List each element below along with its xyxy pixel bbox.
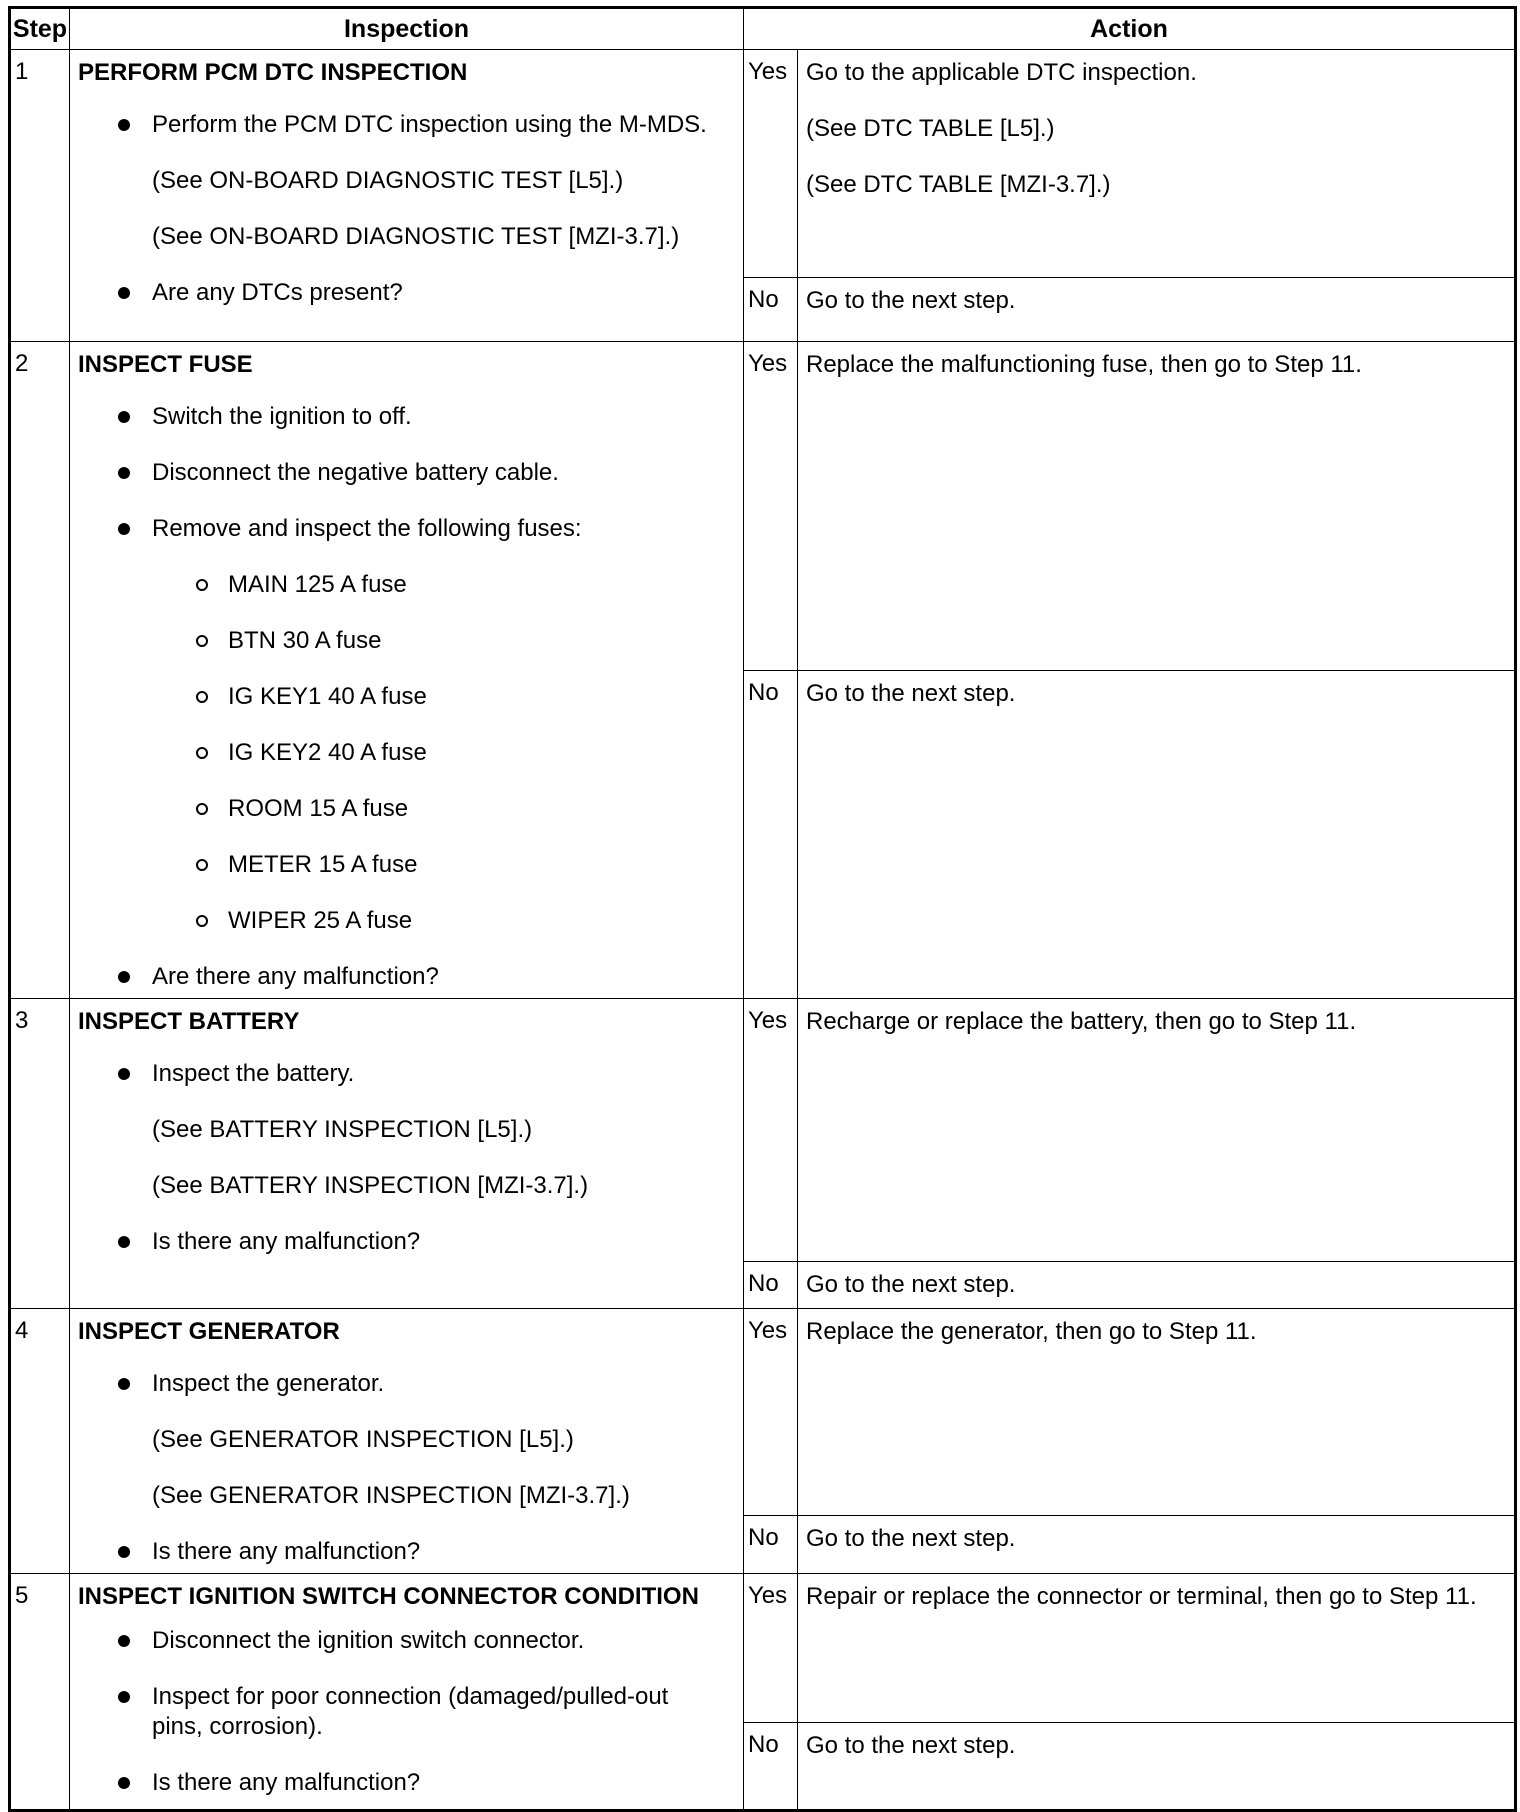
inspection-reference: (See ON-BOARD DIAGNOSTIC TEST [L5].): [152, 167, 624, 194]
action-text: Recharge or replace the battery, then go to Step 11.: [806, 1008, 1357, 1035]
fuse-item: MAIN 125 A fuse: [78, 570, 735, 600]
action-text: Go to the next step.: [806, 1732, 1016, 1759]
yes-label: Yes: [744, 50, 798, 278]
yes-action: [798, 342, 1516, 671]
inspection-bullet: Inspect the battery.: [78, 1059, 735, 1089]
no-label: No: [744, 1515, 798, 1573]
action-text: Replace the generator, then go to Step 11.: [806, 1318, 1257, 1345]
fuse-item: WIPER 25 A fuse: [78, 906, 735, 936]
step-title: INSPECT GENERATOR: [78, 1318, 340, 1345]
action-reference: (See DTC TABLE [L5].): [806, 115, 1055, 142]
fuse-item: ROOM 15 A fuse: [78, 794, 735, 824]
yes-action: [798, 50, 1516, 278]
inspection-cell: [70, 999, 744, 1309]
inspection-bullet: Inspect the generator.: [78, 1369, 735, 1399]
inspection-reference: (See GENERATOR INSPECTION [L5].): [152, 1426, 574, 1453]
inspection-cell: [70, 342, 744, 999]
step-number: 1: [10, 50, 70, 342]
inspection-cell: [70, 1309, 744, 1574]
inspection-question: Is there any malfunction?: [78, 1227, 735, 1257]
header-step: Step: [10, 8, 70, 50]
no-action: [798, 670, 1516, 999]
step-title: INSPECT IGNITION SWITCH CONNECTOR CONDITION: [78, 1583, 699, 1610]
inspection-question: Are any DTCs present?: [78, 278, 735, 308]
header-inspection: Inspection: [70, 8, 744, 50]
table-row: [10, 50, 1516, 278]
action-text: Go to the next step.: [806, 679, 1016, 707]
step-number: 5: [10, 1574, 70, 1811]
header-action: Action: [744, 8, 1516, 50]
diagnostic-table: [8, 6, 1517, 1812]
table-row: [10, 1309, 1516, 1516]
yes-label: Yes: [744, 342, 798, 671]
no-action: [798, 1515, 1516, 1573]
inspection-question: Is there any malfunction?: [78, 1537, 735, 1567]
inspection-bullet: Remove and inspect the following fuses:: [78, 514, 735, 544]
action-text: Go to the next step.: [806, 1524, 1016, 1552]
action-reference: (See DTC TABLE [MZI-3.7].): [806, 171, 1111, 198]
step-number: 3: [10, 999, 70, 1309]
action-text: Repair or replace the connector or terminal, then go to Step 11.: [806, 1583, 1477, 1610]
inspection-bullet: Perform the PCM DTC inspection using the M-MDS.: [78, 110, 735, 140]
diagnostic-table-page: [8, 6, 1514, 1794]
table-header-row: [10, 8, 1516, 50]
step-title: INSPECT FUSE: [78, 351, 253, 378]
inspection-bullet: Inspect for poor connection (damaged/pulled-out pins, corrosion).: [78, 1682, 735, 1742]
table-row: [10, 342, 1516, 671]
fuse-item: IG KEY2 40 A fuse: [78, 738, 735, 768]
inspection-question: Is there any malfunction?: [78, 1768, 735, 1798]
fuse-item: METER 15 A fuse: [78, 850, 735, 880]
inspection-bullet: Switch the ignition to off.: [78, 402, 735, 432]
action-text: Go to the next step.: [806, 1271, 1016, 1298]
action-text: Go to the applicable DTC inspection.: [806, 59, 1197, 86]
yes-action: [798, 1309, 1516, 1516]
yes-label: Yes: [744, 999, 798, 1262]
action-text: Go to the next step.: [806, 287, 1016, 314]
no-label: No: [744, 670, 798, 999]
yes-label: Yes: [744, 1574, 798, 1723]
inspection-cell: [70, 1574, 744, 1811]
action-text: Replace the malfunctioning fuse, then go to Step 11.: [806, 351, 1362, 378]
table-row: [10, 999, 1516, 1262]
inspection-question: Are there any malfunction?: [78, 962, 735, 992]
yes-label: Yes: [744, 1309, 798, 1516]
no-label: No: [744, 278, 798, 342]
inspection-cell: [70, 50, 744, 342]
no-action: [798, 1262, 1516, 1309]
fuse-item: IG KEY1 40 A fuse: [78, 682, 735, 712]
inspection-reference: (See BATTERY INSPECTION [L5].): [152, 1116, 533, 1143]
yes-action: [798, 1574, 1516, 1723]
inspection-bullet: Disconnect the negative battery cable.: [78, 458, 735, 488]
yes-action: [798, 999, 1516, 1262]
no-label: No: [744, 1723, 798, 1811]
step-title: PERFORM PCM DTC INSPECTION: [78, 59, 468, 86]
step-title: INSPECT BATTERY: [78, 1008, 300, 1035]
inspection-reference: (See GENERATOR INSPECTION [MZI-3.7].): [152, 1482, 630, 1509]
inspection-reference: (See ON-BOARD DIAGNOSTIC TEST [MZI-3.7].): [152, 223, 680, 250]
step-number: 4: [10, 1309, 70, 1574]
table-row: [10, 1574, 1516, 1723]
no-action: [798, 278, 1516, 342]
no-action: [798, 1723, 1516, 1811]
fuse-item: BTN 30 A fuse: [78, 626, 735, 656]
inspection-reference: (See BATTERY INSPECTION [MZI-3.7].): [152, 1172, 589, 1199]
step-number: 2: [10, 342, 70, 999]
inspection-bullet: Disconnect the ignition switch connector.: [78, 1626, 735, 1656]
no-label: No: [744, 1262, 798, 1309]
